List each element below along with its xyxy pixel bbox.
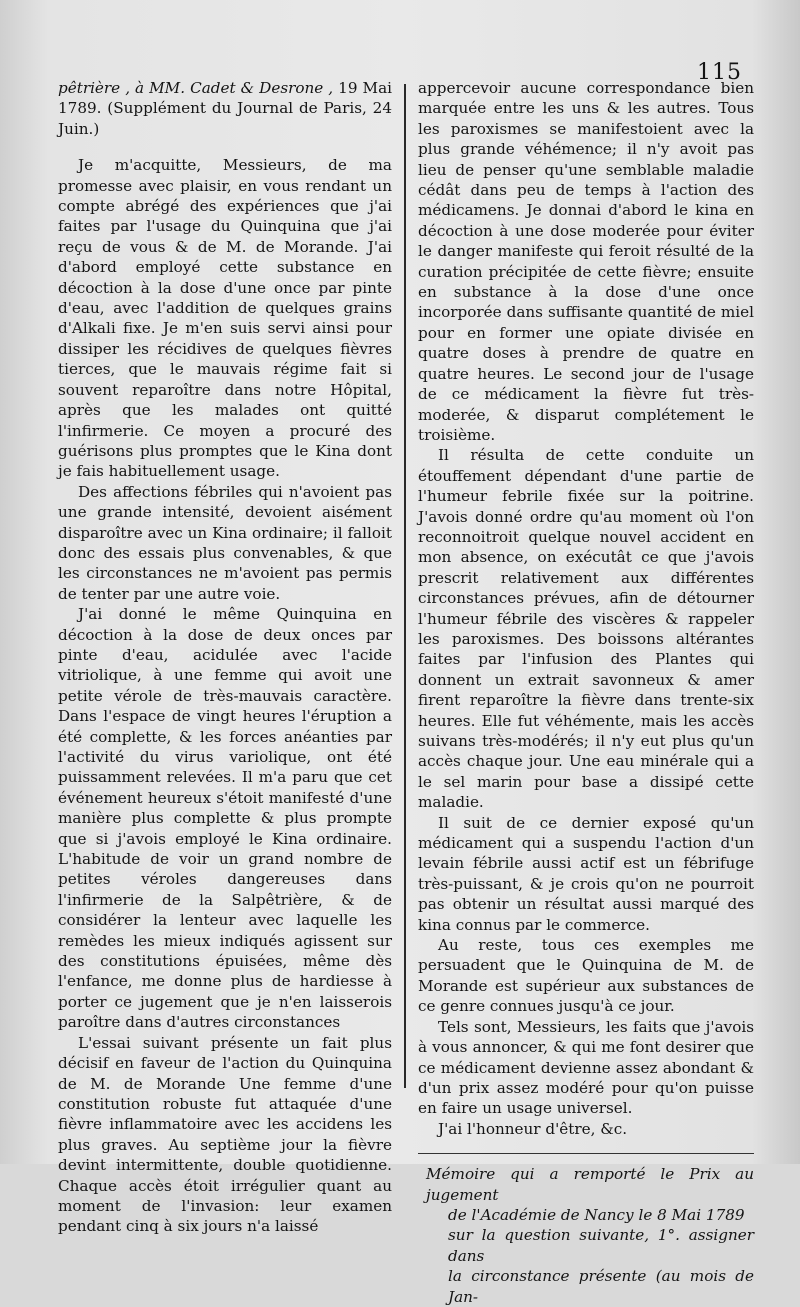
right-column (418, 78, 754, 1307)
heading-title: pêtrière , à MM. Cadet & Desrone , (58, 79, 334, 97)
left-column (58, 78, 392, 1237)
section-separator (418, 1153, 754, 1154)
memoire-heading (418, 1164, 754, 1307)
paragraph: Il suit de ce dernier exposé qu'un médicament qui a suspendu l'action d'un levain fébrile aussi actif est un fébrifuge très-puissant, & je crois qu'on ne pourroit pas obtenir un résultat aussi marqué des kina connus par le commerce. (418, 813, 754, 934)
memoire-line: Mémoire qui a remporté le Prix au jugement (426, 1165, 754, 1204)
page-number: 115 (697, 60, 742, 85)
column-divider (404, 84, 406, 1088)
paragraph: appercevoir aucune correspondance bien marquée entre les uns & les autres. Tous les paroxismes se manifestoient avec la plus grande véhémence; il n'y avoit pas lieu de penser qu'une semblable maladie cédât dans peu de temps à l'action des médicamens. Je donnai d'abord le kina en décoction à une dose moderée pour éviter le danger manifeste qui feroit résulté de la curation précipitée de cette fièvre; ensuite en substance à la dose d'une once incorporée dans suffisante quantité de miel pour en former une opiate divisée en quatre doses à prendre de quatre en quatre heures. Le second jour de l'usage de ce médicament la fièvre fut très-moderée, & disparut complétement le troisième. (418, 79, 754, 444)
paragraph: Au reste, tous ces exemples me persuadent que le Quinquina de M. de Morande est supérieur aux substances de ce genre connues jusqu'à ce jour. (418, 936, 754, 1016)
paragraph: Tels sont, Messieurs, les faits que j'avois à vous annoncer, & qui me font desirer que ce médicament devienne assez abondant & d'un prix assez modéré pour qu'on puisse en faire un usage universel. (418, 1017, 754, 1118)
paragraph: Des affections fébriles qui n'avoient pas une grande intensité, devoient aisément disparoître avec un Kina ordinaire; il falloit donc des essais plus convenables, & que les circonstances ne m'avoient pas permis de tenter par une autre voie. (58, 482, 392, 603)
memoire-line: sur la question suivante, 1°. assigner dans (448, 1226, 754, 1265)
paragraph: J'ai donné le même Quinquina en décoction à la dose de deux onces par pinte d'eau, acidulée avec l'acide vitriolique, à une femme qui avoit une petite vérole de très-mauvais caractère. Dans l'espace de vingt heures l'éruption a été complette, & les forces anéanties par l'activité du virus variolique, ont été puissamment relevées. Il m'a paru que cet événement heureux s'étoit manifesté d'une manière plus complette & plus prompte que si j'avois employé le Kina ordinaire. L'habitude de voir un grand nombre de petites véroles dangereuses dans l'infirmerie de la Salpêtrière, & de considérer la lenteur avec laquelle les remèdes les mieux indiqués agissent sur des constitutions épuisées, même dès l'enfance, me donne plus de hardiesse à porter ce jugement que je n'en laisserois paroître dans d'autres circonstances (58, 605, 392, 1032)
paragraph: Je m'acquitte, Messieurs, de ma promesse avec plaisir, en vous rendant un compte abrégé des expériences que j'ai faites par l'usage du Quinquina que j'ai reçu de vous & de M. de Morande. J'ai d'abord employé cette substance en décoction à la dose d'une once par pinte d'eau, avec l'addition de quelques grains d'Alkali fixe. Je m'en suis servi ainsi pour dissiper les récidives de quelques fièvres tierces, que le mauvais régime fait si souvent reparoître dans notre Hôpital, après que les malades ont quitté l'infirmerie. Ce moyen a procuré des guérisons plus promptes que le Kina dont je fais habituellement usage. (58, 156, 392, 481)
paragraph: Il résulta de cette conduite un étouffement dépendant d'une partie de l'humeur febrile fixée sur la poitrine. J'avois donné ordre qu'au moment où l'on reconnoitroit quelque nouvel accident en mon absence, on exécutât ce que j'avois prescrit relativement aux différentes circonstances prévues, afin de détourner l'humeur fébrile des viscères & rappeler les paroxismes. Des boissons altérantes faites par l'infusion des Plantes qui donnent un extrait savonneux & amer firent reparoître la fièvre dans trente-six heures. Elle fut véhémente, mais les accès suivans très-modérés; il n'y eut plus qu'un accès chaque jour. Une eau minérale qui a le sel marin pour base a dissipé cette maladie. (418, 446, 754, 812)
signoff: J'ai l'honneur d'être, &c. (438, 1119, 628, 1138)
memoire-line: la circonstance présente (au mois de Jan- (448, 1267, 754, 1306)
paragraph: L'essai suivant présente un fait plus décisif en faveur de l'action du Quinquina de M. de Morande Une femme d'une constitution robuste fut attaquée d'une fièvre inflammatoire avec les accidens les plus graves. Au septième jour la fièvre devint intermittente, double quotidienne. Chaque accès étoit irrégulier quant au moment de l'invasion: leur examen pendant cinq à six jours n'a laissé (58, 1033, 392, 1236)
memoire-line: de l'Académie de Nancy le 8 Mai 1789 (448, 1205, 745, 1224)
article-heading (58, 78, 392, 139)
heading-date: 19 Mai 1789. (Supplément du Journal de Paris, 24 Juin.) (58, 79, 392, 138)
